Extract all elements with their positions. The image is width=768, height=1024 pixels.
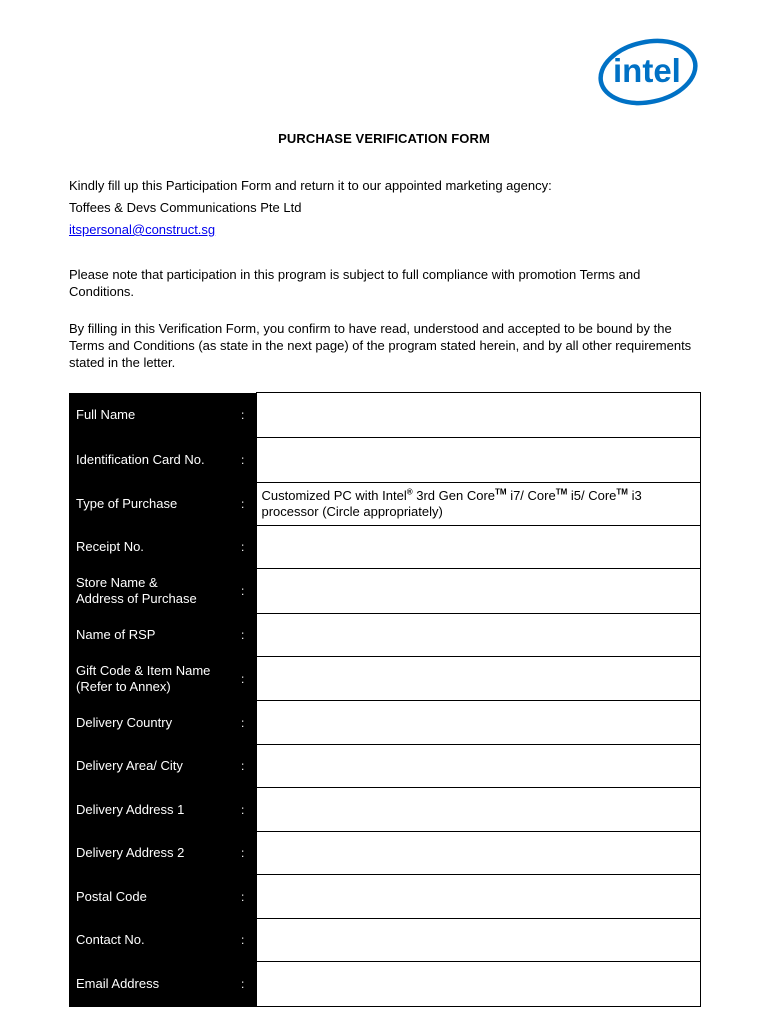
page-title: PURCHASE VERIFICATION FORM [278, 131, 490, 146]
contact-field[interactable] [256, 919, 700, 962]
postal-code-field[interactable] [256, 875, 700, 919]
form-row-store [69, 569, 700, 614]
trademark-mark: TM [555, 487, 568, 497]
row-separator: : [241, 614, 256, 657]
rsp-field[interactable] [256, 614, 700, 657]
form-row-rsp [69, 614, 700, 657]
row-label: Type of Purchase [69, 483, 241, 526]
type-of-purchase-field[interactable] [256, 483, 700, 526]
row-separator: : [241, 569, 256, 614]
row-separator: : [241, 832, 256, 875]
row-separator: : [241, 919, 256, 962]
form-row-id-card [69, 438, 700, 483]
receipt-field[interactable] [256, 526, 700, 569]
form-row-postal-code [69, 875, 700, 919]
verification-form-table [69, 392, 701, 1007]
delivery-country-field[interactable] [256, 701, 700, 745]
purchase-text-part: i7/ Core [506, 488, 556, 503]
address-2-field[interactable] [256, 832, 700, 875]
form-row-address-1 [69, 788, 700, 832]
row-separator: : [241, 745, 256, 788]
form-row-delivery-country [69, 701, 700, 745]
form-row-email [69, 962, 700, 1007]
store-field[interactable] [256, 569, 700, 614]
row-label: Delivery Address 2 [69, 832, 241, 875]
row-label: Delivery Country [69, 701, 241, 745]
row-separator: : [241, 657, 256, 701]
row-label: Contact No. [69, 919, 241, 962]
trademark-mark: TM [616, 487, 628, 497]
address-1-field[interactable] [256, 788, 700, 832]
agency-email-link[interactable]: itspersonal@construct.sg [69, 222, 216, 237]
registered-mark: ® [406, 487, 413, 497]
compliance-note: Please note that participation in this program is subject to full compliance with promotion Terms and Conditions. [69, 267, 641, 299]
gift-code-field[interactable] [256, 657, 700, 701]
row-label: Receipt No. [69, 526, 241, 569]
row-separator: : [241, 962, 256, 1007]
email-address-field[interactable] [256, 962, 700, 1007]
form-row-full-name [69, 393, 700, 438]
form-row-contact [69, 919, 700, 962]
row-label-line: (Refer to Annex) [76, 678, 171, 694]
row-separator: : [241, 483, 256, 526]
row-separator: : [241, 875, 256, 919]
row-label: Full Name [69, 393, 241, 438]
form-row-type-of-purchase [69, 483, 700, 526]
logo-text: intel [613, 52, 681, 89]
row-label: Delivery Area/ City [69, 745, 241, 788]
row-label: Name of RSP [69, 614, 241, 657]
purchase-text-part: Customized PC with Intel [261, 488, 407, 503]
row-label-line: Store Name & [76, 575, 158, 590]
row-separator: : [241, 393, 256, 438]
id-card-field[interactable] [256, 438, 700, 483]
row-label: Postal Code [69, 875, 241, 919]
purchase-text-instruction: processor (Circle appropriately) [261, 504, 443, 519]
form-row-gift-code [69, 657, 700, 701]
row-label-line: Gift Code & Item Name [76, 662, 211, 678]
row-separator: : [241, 788, 256, 832]
purchase-text-part: 3rd Gen Core [412, 488, 496, 503]
row-separator: : [241, 526, 256, 569]
form-row-address-2 [69, 832, 700, 875]
purchase-text-part: i5/ Core [567, 488, 617, 503]
form-row-delivery-city [69, 745, 700, 788]
row-label [69, 657, 241, 701]
row-label [69, 569, 241, 614]
intro-line: Kindly fill up this Participation Form and return it to our appointed marketing agency: [69, 178, 552, 193]
row-label: Delivery Address 1 [69, 788, 241, 832]
row-label-line: Address of Purchase [76, 591, 197, 606]
trademark-mark: TM [495, 487, 507, 497]
form-row-receipt [69, 526, 700, 569]
delivery-city-field[interactable] [256, 745, 700, 788]
confirmation-paragraph: By filling in this Verification Form, you confirm to have read, understood and accepted to be bound by the Terms and Conditions (as state in the next page) of the program stated herein, and by all other requirements stated in the letter. [69, 321, 692, 370]
row-label: Identification Card No. [69, 438, 241, 483]
purchase-text-part: i3 [627, 488, 642, 503]
row-separator: : [241, 438, 256, 483]
row-separator: : [241, 701, 256, 745]
full-name-field[interactable] [256, 393, 700, 438]
row-label: Email Address [69, 962, 241, 1007]
agency-name: Toffees & Devs Communications Pte Ltd [69, 200, 302, 215]
intel-logo [597, 38, 699, 106]
